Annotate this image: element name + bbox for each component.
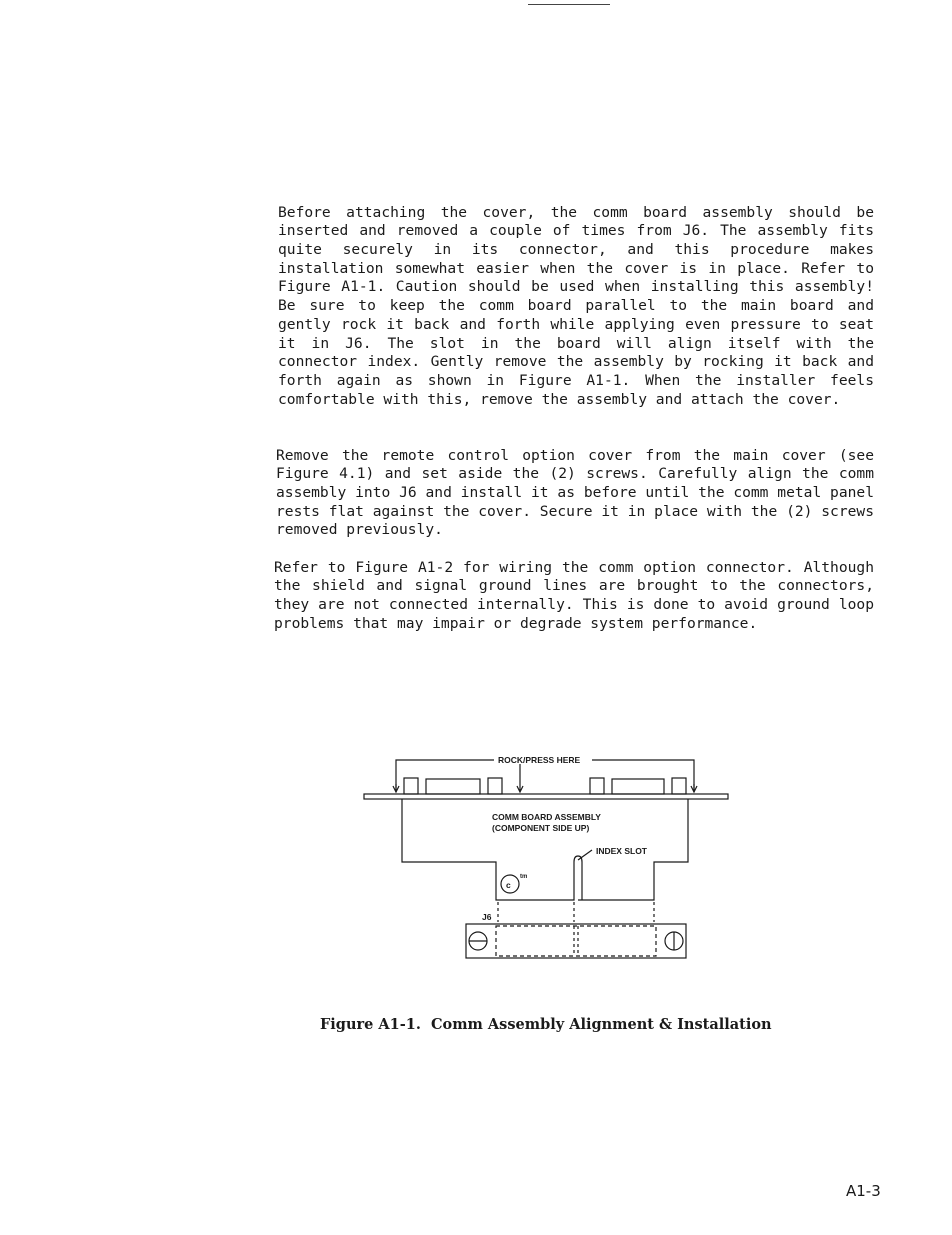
rock-bracket-right [592,760,694,792]
logo-letter: c [506,880,511,890]
panel-component-3 [590,778,604,794]
paragraph-remote-cover: Remove the remote control option cover from the main cover (see Figure 4.1) and set aside the (2) screws. Carefully align the comm assembly into J6 and install it as before until the comm metal panel rests flat against the cover. Secure it in place with the (2) screws removed previously. [276,446,874,539]
j6-slot [496,926,656,956]
metal-panel [364,794,728,799]
board-label-line-2: (COMPONENT SIDE UP) [492,823,590,833]
index-slot [574,856,582,900]
panel-component-1 [404,778,418,794]
scan-top-line [528,4,610,5]
j6-connector [466,924,686,958]
panel-component-2 [488,778,502,794]
figure-comm-assembly-diagram [360,752,732,964]
paragraph-installation: Before attaching the cover, the comm board assembly should be inserted and removed a couple of times from J6. The assembly fits quite securely in its connector, and this procedure makes installation somewhat easier when the cover is in place. Refer to Figure A1-1. Caution should be used when installing this assembly! Be sure to keep the comm board parallel to the main board and gently rock it back and forth while applying even pressure to seat it in J6. The slot in the board will align itself with the connector index. Gently remove the assembly by rocking it back and forth again as shown in Figure A1-1. When the installer feels comfortable with this, remove the assembly and attach the cover. [278,203,874,408]
panel-connector-1 [426,779,480,794]
index-slot-label: INDEX SLOT [596,846,648,856]
rock-press-label: ROCK/PRESS HERE [498,755,581,765]
panel-component-4 [672,778,686,794]
page-number: A1-3 [846,1182,881,1200]
board-label-line-1: COMM BOARD ASSEMBLY [492,812,601,822]
rock-bracket-left [396,760,494,792]
rock-arrow-center [517,764,523,792]
panel-connector-2 [612,779,664,794]
paragraph-wiring: Refer to Figure A1-2 for wiring the comm option connector. Although the shield and signal ground lines are brought to the connectors, they are not connected internally. This is done to avoid ground loop problems that may impair or degrade system performance. [274,558,874,632]
logo-trademark: tm [520,874,528,880]
j6-label: J6 [482,912,492,922]
figure-caption: Figure A1-1. Comm Assembly Alignment & Installation [320,1016,772,1033]
